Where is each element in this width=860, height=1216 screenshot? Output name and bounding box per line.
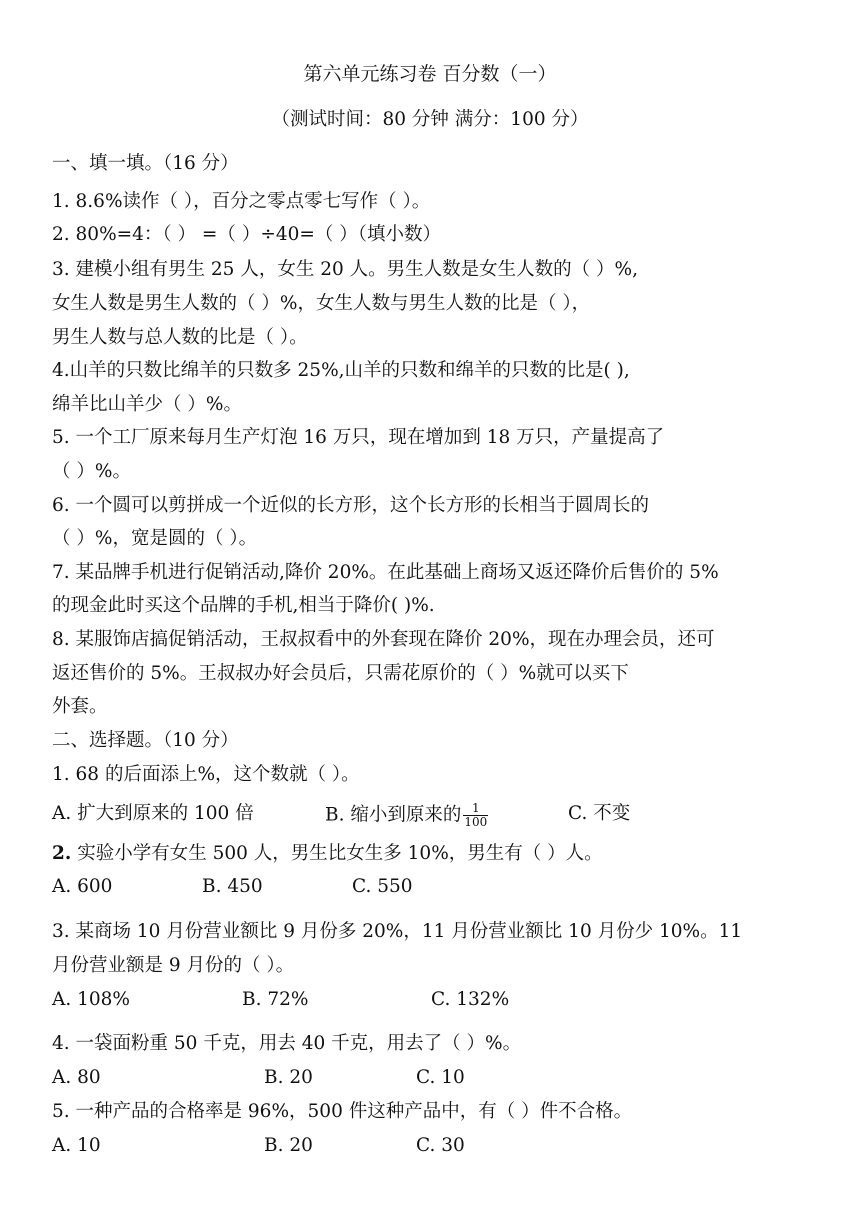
fill-question-6-line2: （ ）%，宽是圆的（ ）。 — [52, 528, 258, 549]
choice-3-option-c: C. 132% — [431, 989, 510, 1010]
fill-question-8-line2: 返还售价的 5%。王叔叔办好会员后，只需花原价的（ ）%就可以买下 — [52, 663, 629, 684]
choice-question-2 — [52, 842, 603, 866]
fill-question-4-line1: 4.山羊的只数比绵羊的只数多 25%,山羊的只数和绵羊的只数的比是( ), — [52, 360, 630, 381]
choice-1-option-a: A. 扩大到原来的 100 倍 — [52, 803, 254, 824]
fraction-one-hundredth — [463, 802, 488, 829]
choice-question-5: 5. 一种产品的合格率是 96%，500 件这种产品中，有（ ）件不合格。 — [52, 1101, 633, 1122]
fill-question-6-line1: 6. 一个圆可以剪拼成一个近似的长方形，这个长方形的长相当于圆周长的 — [52, 495, 650, 516]
fraction-numerator: 1 — [463, 802, 488, 816]
choice-question-4: 4. 一袋面粉重 50 千克，用去 40 千克，用去了（ ）%。 — [52, 1033, 522, 1054]
choice-5-option-b: B. 20 — [264, 1135, 313, 1156]
choice-5-option-c: C. 30 — [416, 1135, 465, 1156]
fraction-denominator: 100 — [464, 815, 488, 829]
fill-question-8-line1: 8. 某服饰店搞促销活动，王叔叔看中的外套现在降价 20%，现在办理会员，还可 — [52, 629, 715, 650]
page-title: 第六单元练习卷 百分数（一） — [303, 63, 557, 85]
test-info: （测试时间：80 分钟 满分：100 分） — [271, 109, 589, 130]
choice-5-option-a: A. 10 — [52, 1135, 101, 1156]
choice-3-option-b: B. 72% — [242, 989, 309, 1010]
choice-2-option-b: B. 450 — [202, 876, 263, 897]
choice-4-option-c: C. 10 — [416, 1067, 465, 1088]
choice-1-option-c: C. 不变 — [568, 803, 631, 824]
choice-1-option-b — [325, 802, 488, 829]
choice-question-3-line1: 3. 某商场 10 月份营业额比 9 月份多 20%，11 月份营业额比 10 月份少 10%。11 — [52, 921, 743, 942]
fill-question-3-line3: 男生人数与总人数的比是（ ）。 — [52, 327, 308, 348]
fill-question-2: 2. 80%=4：（ ） =（ ）÷40=（ ）（填小数） — [52, 224, 441, 245]
fill-question-3-line2: 女生人数是男生人数的（ ）%，女生人数与男生人数的比是（ ）， — [52, 293, 591, 314]
section2-heading: 二、选择题。（10 分） — [52, 730, 239, 751]
section1-heading: 一、填一填。（16 分） — [52, 153, 239, 174]
choice-2-option-c: C. 550 — [352, 876, 413, 897]
fill-question-5-line2: （ ）%。 — [52, 461, 131, 482]
choice-3-option-a: A. 108% — [52, 989, 131, 1010]
choice-2-stem: 实验小学有女生 500 人，男生比女生多 10%，男生有（ ）人。 — [71, 843, 603, 864]
fill-question-3-line1: 3. 建模小组有男生 25 人，女生 20 人。男生人数是女生人数的（ ）%, — [52, 259, 638, 280]
choice-question-1: 1. 68 的后面添上%，这个数就（ ）。 — [52, 764, 360, 785]
choice-2-option-a: A. 600 — [52, 876, 113, 897]
fill-question-1: 1. 8.6%读作（ ），百分之零点零七写作（ ）。 — [52, 191, 431, 212]
fill-question-5-line1: 5. 一个工厂原来每月生产灯泡 16 万只，现在增加到 18 万只，产量提高了 — [52, 427, 665, 448]
fill-question-7-line2: 的现金此时买这个品牌的手机,相当于降价( )%. — [52, 595, 435, 616]
choice-4-option-b: B. 20 — [264, 1067, 313, 1088]
choice-question-3-line2: 月份营业额是 9 月份的（ ）。 — [52, 955, 295, 976]
choice-1-option-b-text: B. 缩小到原来的 — [325, 804, 462, 826]
fill-question-8-line3: 外套。 — [52, 696, 108, 717]
fill-question-4-line2: 绵羊比山羊少（ ）%。 — [52, 394, 242, 415]
choice-4-option-a: A. 80 — [52, 1067, 101, 1088]
choice-2-number: 2. — [52, 843, 72, 864]
fill-question-7-line1: 7. 某品牌手机进行促销活动,降价 20%。在此基础上商场又返还降价后售价的 5% — [52, 562, 719, 583]
